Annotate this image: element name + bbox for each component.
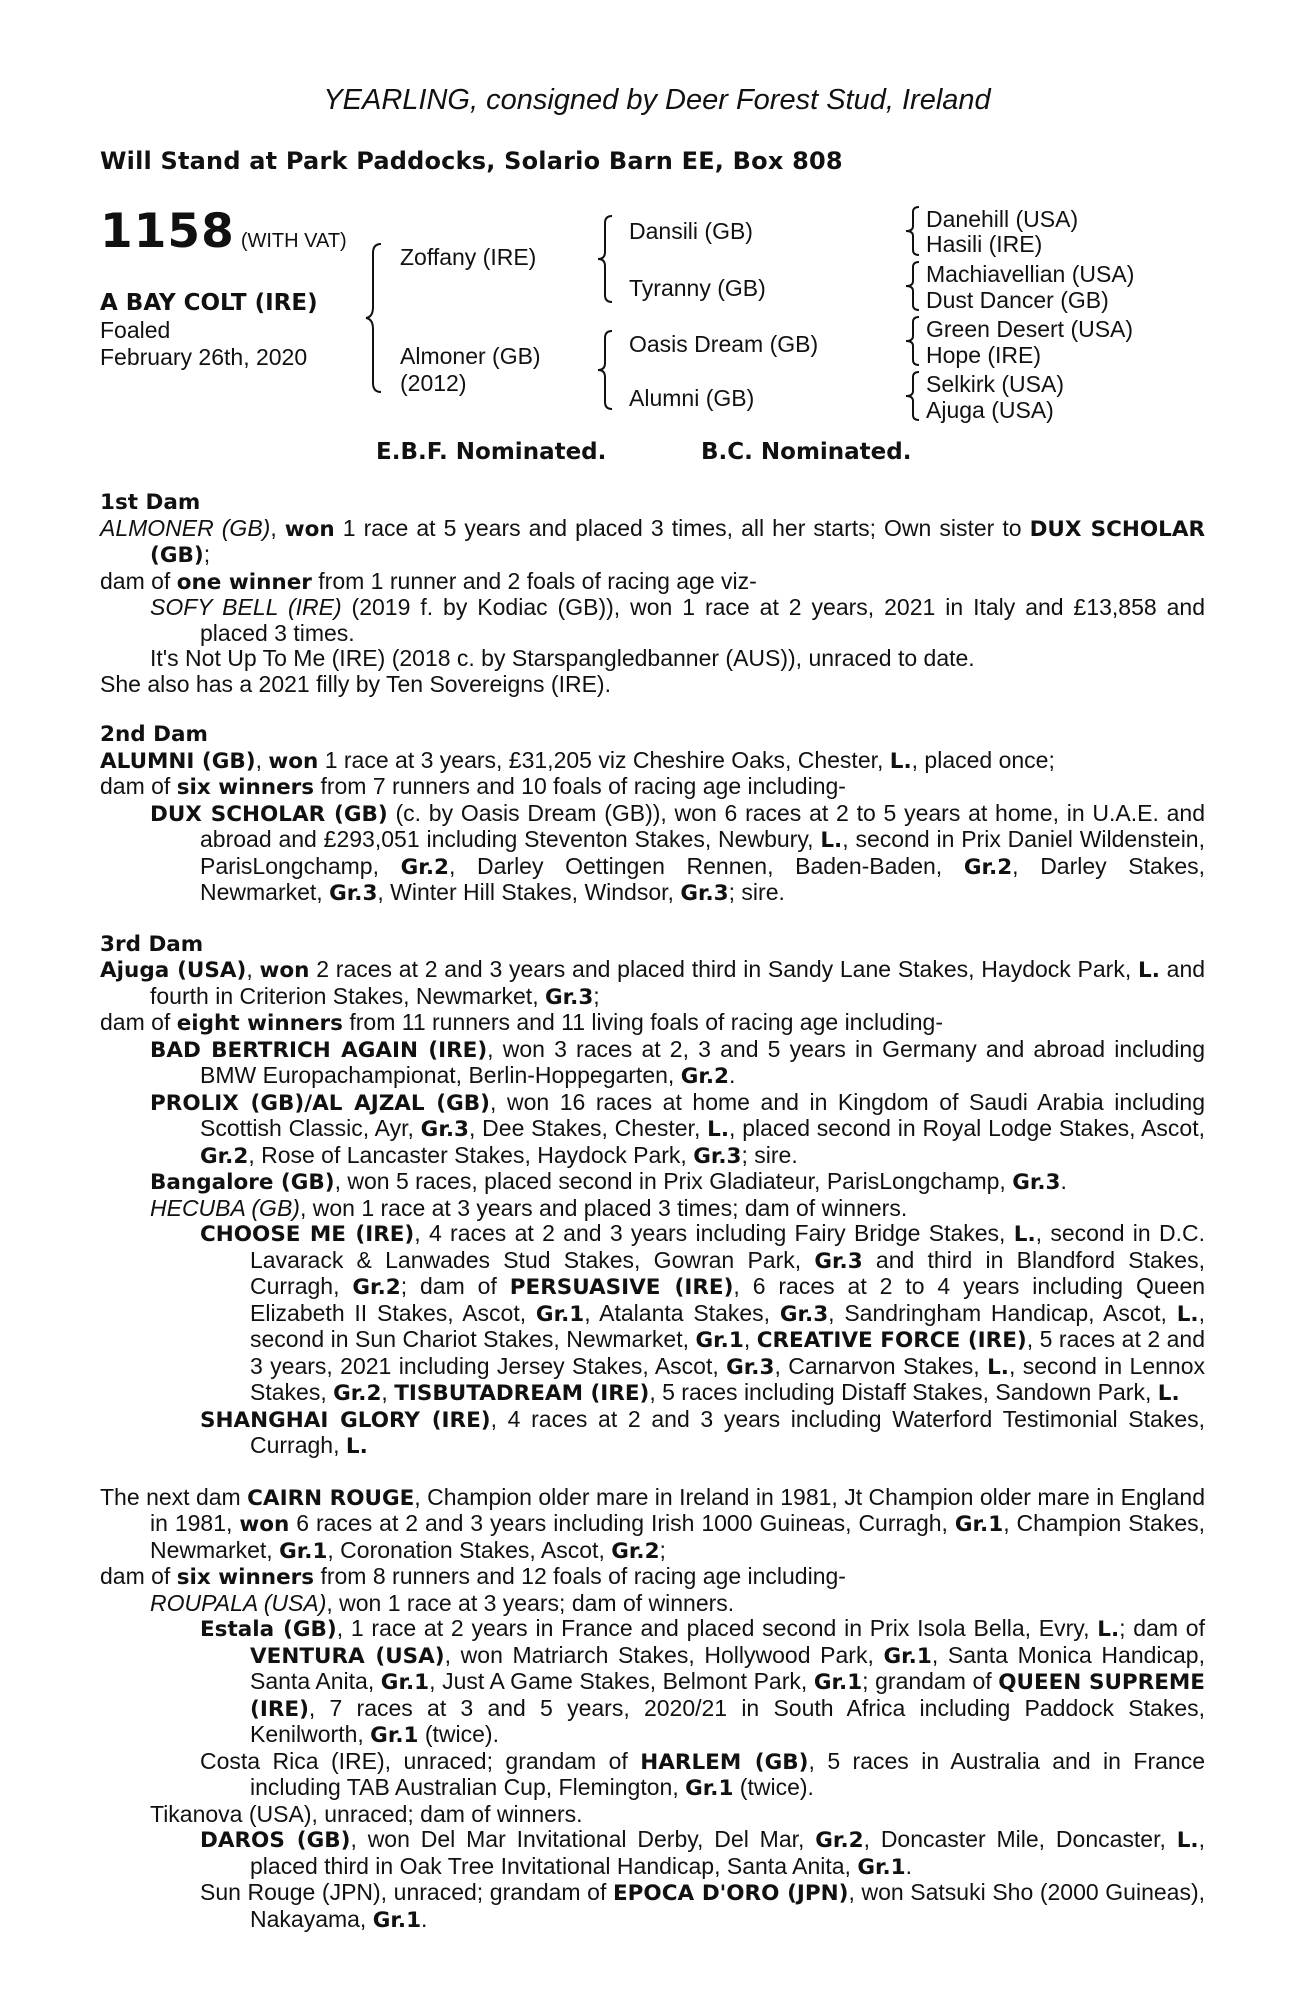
paragraph (100, 569, 1205, 596)
text-run: and third in Blandford Stakes, Curragh, (250, 1246, 1205, 1299)
bold-text: PERSUASIVE (IRE) (509, 1275, 734, 1300)
bold-text: Gr.1 (380, 1670, 430, 1695)
bold-text: Gr.2 (680, 1064, 729, 1089)
bold-text: one winner (176, 569, 312, 595)
italic-text: HECUBA (GB) (150, 1194, 300, 1221)
text-run: , won 1 race at 3 years; dam of winners. (326, 1589, 735, 1616)
text-run: , 4 races at 2 and 3 years including Waterford Testimonial Stakes, Curragh, (250, 1405, 1206, 1458)
pedigree-brace-sire (597, 215, 615, 303)
bold-text: PROLIX (GB)/AL AJZAL (GB) (150, 1090, 490, 1116)
bold-text: Gr.2 (352, 1275, 401, 1300)
text-run: ; sire. (741, 1141, 798, 1168)
bold-text: Gr.1 (954, 1512, 1004, 1537)
text-run: . (1060, 1168, 1067, 1194)
bold-text: DAROS (GB) (200, 1828, 351, 1853)
bold-text: L. (1097, 1617, 1120, 1642)
bold-text: Gr.3 (814, 1248, 863, 1274)
text-run: , placed third in Oak Tree Invitational Handicap, Santa Anita, (250, 1826, 1205, 1879)
text-run: , Atalanta Stakes, (584, 1299, 780, 1326)
bold-text: Gr.3 (779, 1301, 829, 1327)
bold-text: DUX SCHOLAR (GB) (150, 801, 388, 827)
italic-text: ALMONER (GB) (100, 514, 271, 541)
lot-heading (100, 204, 347, 259)
bold-text: Gr.3 (680, 881, 729, 906)
text-run: from 7 runners and 10 foals of racing age including- (314, 773, 846, 799)
text-run: , Just A Game Stakes, Belmont Park, (429, 1668, 814, 1694)
pedigree-g3-6: Hope (IRE) (926, 342, 1042, 368)
text-run: (c. by Oasis Dream (GB)), won 6 races at 2 to 5 years at home, in U.A.E. and abroad and £293,051 including Steventon Stakes, Newbury, (200, 799, 1205, 852)
text-run: , won 3 races at 2, 3 and 5 years in Germany and abroad including BMW Europachampionat, Berlin-Hoppegarten, (200, 1035, 1205, 1088)
pedigree-g3-7: Selkirk (USA) (926, 371, 1065, 397)
bold-text: Gr.1 (883, 1643, 932, 1669)
paragraph (100, 1196, 1205, 1222)
foaled-date: February 26th, 2020 (100, 344, 308, 370)
text-run: , second in Lennox Stakes, (250, 1352, 1205, 1405)
text-run: , won Satsuki Sho (2000 Guineas), Nakayama, (250, 1879, 1205, 1932)
pedigree-sire: Zoffany (IRE) (400, 244, 537, 270)
bold-text: Gr.1 (279, 1538, 328, 1564)
paragraph (100, 672, 1205, 698)
text-run: ; grandam of (862, 1668, 999, 1694)
paragraph (100, 1169, 1205, 1196)
paragraph (100, 1037, 1205, 1090)
bold-text: DUX SCHOLAR (GB) (150, 516, 1206, 568)
pedigree-brace-g3-2 (905, 261, 921, 311)
bc-nominated: B.C. Nominated. (701, 439, 912, 465)
bold-text: won (284, 516, 335, 542)
paragraph (100, 1827, 1205, 1880)
bold-text: Gr.1 (370, 1723, 419, 1748)
bold-text: Gr.2 (963, 854, 1013, 880)
bold-text: Gr.2 (400, 854, 449, 880)
bold-text: Gr.3 (420, 1117, 469, 1142)
text-run: 6 races at 2 and 3 years including Irish 1000 Guineas, Curragh, (289, 1510, 955, 1536)
paragraph (100, 646, 1205, 672)
bold-text: L. (345, 1434, 368, 1459)
bold-text: L. (1157, 1381, 1180, 1406)
paragraph (100, 1485, 1205, 1565)
text-run: (twice). (733, 1774, 814, 1800)
bold-text: BAD BERTRICH AGAIN (IRE) (150, 1037, 488, 1063)
pedigree-dam-dam: Alumni (GB) (629, 385, 755, 411)
bold-text: QUEEN SUPREME (IRE) (250, 1670, 1205, 1722)
bold-text: L. (707, 1117, 730, 1142)
bold-text: Gr.2 (200, 1143, 249, 1169)
paragraph (100, 774, 1205, 801)
text-run: from 1 runner and 2 foals of racing age viz- (311, 567, 757, 594)
bold-text: six winners (176, 775, 315, 800)
bold-text: Gr.1 (695, 1328, 744, 1353)
text-run: , won 16 races at home and in Kingdom of Saudi Arabia including Scottish Classic, Ayr, (200, 1088, 1205, 1141)
bold-text: Gr.1 (372, 1907, 422, 1933)
text-run: , 7 races at 3 and 5 years, 2020/21 in South Africa including Paddock Stakes, Kenilworth, (250, 1694, 1205, 1747)
paragraph (100, 1616, 1205, 1749)
text-run: She also has a 2021 filly by Ten Sovereigns (IRE). (100, 670, 611, 697)
bold-text: L. (1176, 1301, 1199, 1327)
text-run: ; dam of (400, 1273, 510, 1299)
bold-text: Gr.3 (544, 984, 594, 1010)
paragraph (100, 1564, 1205, 1591)
bold-text: Gr.3 (1012, 1170, 1061, 1195)
text-run: and fourth in Criterion Stakes, Newmarket, (150, 956, 1206, 1009)
italic-text: SOFY BELL (IRE) (150, 594, 342, 620)
text-run: dam of (100, 567, 177, 594)
text-run: , (743, 1326, 757, 1352)
bold-text: Gr.1 (535, 1301, 585, 1327)
text-run: (twice). (418, 1721, 499, 1747)
bold-text: SHANGHAI GLORY (IRE) (200, 1407, 491, 1433)
bold-text: Gr.2 (333, 1381, 382, 1406)
text-run: , 6 races at 2 to 4 years including Queen Elizabeth II Stakes, Ascot, (250, 1273, 1206, 1326)
text-run: Sun Rouge (JPN), unraced; grandam of (200, 1879, 613, 1905)
text-run: , Sandringham Handicap, Ascot, (828, 1299, 1177, 1326)
text-run: It's Not Up To Me (IRE) (2018 c. by Starspangledbanner (AUS)), unraced to date. (150, 645, 975, 671)
bold-text: HARLEM (GB) (640, 1749, 809, 1775)
pedigree-g3-2: Hasili (IRE) (926, 231, 1043, 257)
text-run: ; dam of (1119, 1615, 1205, 1641)
paragraph (100, 1090, 1205, 1170)
section-heading-1st-dam: 1st Dam (100, 490, 201, 515)
text-run: , 5 races including Distaff Stakes, Sandown Park, (649, 1379, 1158, 1405)
paragraph (100, 516, 1205, 569)
paragraph (100, 1802, 1205, 1828)
bold-text: TISBUTADREAM (IRE) (394, 1381, 650, 1406)
italic-text: ROUPALA (USA) (150, 1589, 327, 1616)
bold-text: won (259, 958, 310, 983)
text-run: , Santa Monica Handicap, Santa Anita, (250, 1641, 1205, 1694)
bold-text: Gr.1 (685, 1776, 734, 1801)
text-run: , (246, 956, 260, 982)
text-run: . (729, 1062, 736, 1088)
bold-text: L. (1013, 1222, 1036, 1247)
bold-text: Gr.3 (693, 1143, 742, 1169)
bold-text: CREATIVE FORCE (IRE) (756, 1328, 1027, 1353)
bold-text: won (268, 748, 319, 774)
paragraph (100, 748, 1205, 775)
paragraph (100, 801, 1205, 907)
text-run: , (255, 746, 269, 773)
text-run: ; sire. (728, 879, 785, 905)
bold-text: CHOOSE ME (IRE) (200, 1222, 415, 1247)
pedigree-brace-main (365, 243, 385, 393)
paragraph (100, 1749, 1205, 1802)
text-run: , placed second in Royal Lodge Stakes, Ascot, (729, 1115, 1205, 1141)
text-run: ; (593, 982, 600, 1009)
text-run: , won Del Mar Invitational Derby, Del Mar, (350, 1826, 816, 1852)
text-run: , 5 races in Australia and in France including TAB Australian Cup, Flemington, (250, 1747, 1205, 1800)
ebf-nominated: E.B.F. Nominated. (376, 439, 607, 465)
bold-text: CAIRN ROUGE (247, 1485, 415, 1511)
text-run: The next dam (100, 1483, 248, 1510)
section-heading-3rd-dam: 3rd Dam (100, 931, 204, 957)
text-run: , Rose of Lancaster Stakes, Haydock Park, (248, 1141, 694, 1168)
bold-text: ALUMNI (GB) (100, 748, 256, 774)
consignor-heading: YEARLING, consigned by Deer Forest Stud, Ireland (323, 84, 991, 116)
text-run: (2019 f. by Kodiac (GB)), won 1 race at 2 years, 2021 in Italy and £13,858 and placed 3 times. (200, 594, 1205, 646)
text-run: , second in Prix Daniel Wildenstein, ParisLongchamp, (200, 826, 1205, 879)
text-run: dam of (100, 773, 177, 799)
pedigree-sire-dam: Tyranny (GB) (629, 275, 766, 301)
text-run: ; (659, 1536, 666, 1563)
pedigree-g3-4: Dust Dancer (GB) (926, 287, 1109, 313)
pedigree-brace-g3-4 (905, 371, 921, 421)
text-run: , Carnarvon Stakes, (774, 1352, 988, 1379)
text-run: , Doncaster Mile, Doncaster, (863, 1826, 1177, 1852)
text-run: , placed once; (911, 746, 1055, 773)
paragraph (100, 1221, 1205, 1407)
text-run: Costa Rica (IRE), unraced; grandam of (200, 1747, 641, 1774)
text-run: , (381, 1379, 395, 1405)
text-run: , Dee Stakes, Chester, (468, 1115, 708, 1141)
text-run: from 8 runners and 12 foals of racing age including- (314, 1563, 846, 1589)
text-run: ; (203, 541, 211, 567)
text-run: , Darley Oettingen Rennen, Baden-Baden, (448, 852, 964, 879)
bold-text: Gr.2 (815, 1828, 864, 1853)
pedigree-sire-sire: Dansili (GB) (629, 218, 753, 244)
paragraph (100, 595, 1205, 646)
bold-text: eight winners (176, 1011, 343, 1036)
text-run: 1 race at 5 years and placed 3 times, all her starts; Own sister to (334, 514, 1030, 541)
text-run: , Coronation Stakes, Ascot, (327, 1536, 612, 1563)
text-run: , 1 race at 2 years in France and placed second in Prix Isola Bella, Evry, (336, 1615, 1098, 1641)
text-run: , won 1 race at 3 years and placed 3 times; dam of winners. (299, 1194, 908, 1221)
bold-text: six winners (176, 1565, 315, 1590)
text-run: , Champion Stakes, Newmarket, (150, 1510, 1205, 1563)
horse-details (100, 290, 318, 371)
text-run: , Darley Stakes, Newmarket, (200, 852, 1206, 905)
bold-text: VENTURA (USA) (250, 1643, 445, 1669)
pedigree-g3-3: Machiavellian (USA) (926, 261, 1135, 287)
bold-text: Gr.3 (726, 1354, 775, 1380)
stand-location: Will Stand at Park Paddocks, Solario Barn EE, Box 808 (100, 147, 843, 175)
text-run: , Champion older mare in Ireland in 1981, Jt Champion older mare in England in 1981, (150, 1483, 1205, 1536)
text-run: , Winter Hill Stakes, Windsor, (377, 879, 681, 905)
text-run: , second in D.C. Lavarack & Lanwades Stud Stakes, Gowran Park, (250, 1220, 1205, 1273)
text-run: , 5 races at 2 and 3 years, 2021 including Jersey Stakes, Ascot, (250, 1326, 1205, 1379)
text-run: . (905, 1852, 913, 1879)
section-heading-2nd-dam: 2nd Dam (100, 722, 208, 747)
produce-record (100, 490, 1205, 1933)
bold-text: Gr.2 (611, 1538, 660, 1564)
bold-text: L. (1138, 958, 1160, 983)
pedigree-brace-g3-3 (905, 316, 921, 366)
bold-text: Ajuga (USA) (100, 958, 247, 983)
text-run: dam of (100, 1009, 177, 1035)
text-run: 1 race at 3 years, £31,205 viz Cheshire Oaks, Chester, (318, 746, 890, 773)
bold-text: L. (889, 748, 912, 774)
paragraph (100, 1407, 1205, 1460)
bold-text: L. (820, 828, 843, 853)
text-run: dam of (100, 1563, 177, 1589)
pedigree-g3-5: Green Desert (USA) (926, 316, 1134, 342)
pedigree-brace-g3-1 (905, 206, 921, 256)
bold-text: L. (1176, 1828, 1199, 1853)
text-run: 2 races at 2 and 3 years and placed third in Sandy Lane Stakes, Haydock Park, (309, 956, 1139, 982)
text-run: . (421, 1905, 428, 1932)
text-run: , 4 races at 2 and 3 years including Fairy Bridge Stakes, (414, 1220, 1014, 1246)
pedigree-g3-1: Danehill (USA) (926, 206, 1079, 232)
bold-text: Bangalore (GB) (150, 1170, 335, 1195)
pedigree-dam-year: (2012) (400, 370, 467, 396)
text-run: , second in Sun Chariot Stakes, Newmarket, (250, 1299, 1205, 1352)
bold-text: Gr.1 (857, 1854, 906, 1880)
vat-note: (WITH VAT) (240, 230, 347, 252)
bold-text: L. (987, 1354, 1009, 1380)
paragraph (100, 1880, 1205, 1933)
pedigree-dam-name: Almoner (GB) (400, 343, 541, 369)
paragraph (100, 957, 1205, 1010)
lot-number: 1158 (100, 204, 235, 259)
pedigree-brace-dam (597, 330, 615, 410)
bold-text: won (239, 1512, 290, 1537)
pedigree-dam-sire: Oasis Dream (GB) (629, 331, 819, 357)
text-run: Tikanova (USA), unraced; dam of winners. (150, 1800, 583, 1827)
bold-text: Estala (GB) (200, 1617, 337, 1642)
pedigree-g3-8: Ajuga (USA) (926, 397, 1054, 423)
paragraph (100, 1591, 1205, 1617)
bold-text: Gr.1 (813, 1670, 863, 1695)
bold-text: Gr.3 (329, 881, 378, 906)
pedigree-dam (400, 343, 541, 397)
text-run: , won Matriarch Stakes, Hollywood Park, (444, 1641, 884, 1668)
text-run: , won 5 races, placed second in Prix Gladiateur, ParisLongchamp, (334, 1168, 1013, 1194)
text-run: from 11 runners and 11 living foals of racing age including- (342, 1009, 944, 1035)
horse-description: A BAY COLT (IRE) (100, 290, 318, 316)
bold-text: EPOCA D'ORO (JPN) (612, 1881, 849, 1906)
paragraph (100, 1010, 1205, 1037)
text-run: , (270, 514, 285, 541)
foaled-label: Foaled (100, 317, 171, 343)
